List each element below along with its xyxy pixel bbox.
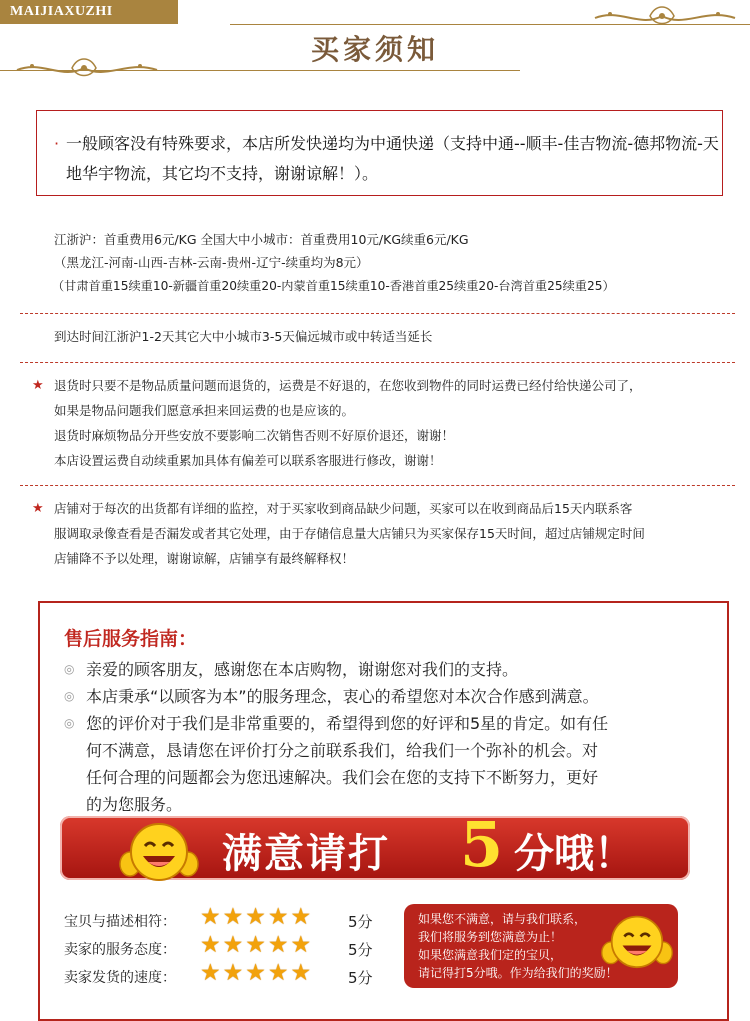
rating-score: 5分 [348,969,373,987]
rating-stars-icon: ★★★★★ [200,932,314,958]
star-icon: ★ [32,378,44,393]
rating-score: 5分 [348,941,373,959]
monitor-line-2: 服调取录像查看是否漏发或者其它处理，由于存储信息量大店铺只为买家保存15天时间，超过店铺规定时间 [54,526,645,541]
shipping-fee-line-2: （黑龙江-河南-山西-吉林-云南-贵州-辽宁-续重均为8元） [54,255,369,270]
rating-label: 卖家发货的速度： [64,970,176,986]
divider [20,362,735,363]
title-rule-top [230,24,750,25]
bullet-icon [64,689,74,703]
contact-line-2: 我们将服务到您满意为止！ [418,930,563,944]
rating-score: 5分 [348,913,373,931]
divider [20,313,735,314]
shipping-fee-line-3: （甘肃首重15续重10-新疆首重20续重20-内蒙首重15续重10-香港首重25续重20-台湾首重25续重25） [52,279,615,293]
contact-line-4: 请记得打5分哦。作为给我们的奖励！ [418,966,618,980]
brand-label: MAIJIAXUZHI [0,0,178,24]
banner-number: 5 [460,808,504,881]
page-title: 买家须知 [310,33,439,66]
banner-text: 满意请打 [222,831,390,877]
banner-tail: 分哦！ [514,831,634,877]
contact-line-3: 如果您满意我们定的宝贝， [418,948,563,962]
monitor-line-1: 店铺对于每次的出货都有详细的监控，对于买家收到商品缺少问题，买家可以在收到商品后15天内联系客 [54,501,633,516]
divider [20,485,735,486]
returns-line-2: 如果是物品问题我们愿意承担来回运费的也是应该的。 [54,403,355,418]
service-item-3-line-4: 的为您服务。 [86,795,183,814]
returns-line-1: 退货时只要不是物品质量问题而退货的，运费是不好退的，在您收到物件的同时运费已经付给快递公司了， [54,378,642,393]
service-item-2: 本店秉承“以顾客为本”的服务理念，衷心的希望您对本次合作感到满意。 [86,687,599,706]
after-sales-title: 售后服务指南： [64,628,198,650]
rating-stars-icon: ★★★★★ [200,960,314,986]
star-icon: ★ [32,501,44,516]
service-item-3-line-3: 任何合理的问题都会为您迅速解决。我们会在您的支持下不断努力，更好 [86,768,599,787]
rating-stars-icon: ★★★★★ [200,904,314,930]
rating-label: 宝贝与描述相符： [64,914,176,930]
bullet-icon [64,716,74,730]
service-item-1: 亲爱的顾客朋友，感谢您在本店购物，谢谢您对我们的支持。 [86,660,519,679]
shipping-notice-text: · 一般顾客没有特殊要求，本店所发快递均为中通快递（支持中通--顺丰-佳吉物流-德邦物流-天地华宇物流，其它均不支持，谢谢谅解！）。 [66,129,721,189]
bullet-icon [64,662,74,676]
returns-line-4: 本店设置运费自动续重累加具体有偏差可以联系客服进行修改，谢谢！ [54,453,442,468]
rating-label: 卖家的服务态度： [64,942,176,958]
shipping-fee-line-1: 江浙沪：首重费用6元/KG 全国大中小城市：首重费用10元/KG续重6元/KG [54,232,469,247]
contact-line-1: 如果您不满意，请与我们联系， [418,912,587,926]
smiley-thumbs-up-icon [600,910,674,972]
smiley-thumbs-up-icon [118,818,200,884]
service-item-3-line-1: 您的评价对于我们是非常重要的，希望得到您的好评和5星的肯定。如有任 [86,714,609,733]
returns-line-3: 退货时麻烦物品分开些安放不要影响二次销售否则不好原价退还，谢谢！ [54,428,455,443]
monitor-line-3: 店铺降不予以处理，谢谢谅解，店铺享有最终解释权！ [54,551,355,566]
arrival-time-text: 到达时间江浙沪1-2天其它大中小城市3-5天偏远城市或中转适当延长 [54,329,433,344]
ornament-bottom-left [12,54,162,86]
service-item-3-line-2: 何不满意，恳请您在评价打分之前联系我们，给我们一个弥补的机会。对 [86,741,599,760]
